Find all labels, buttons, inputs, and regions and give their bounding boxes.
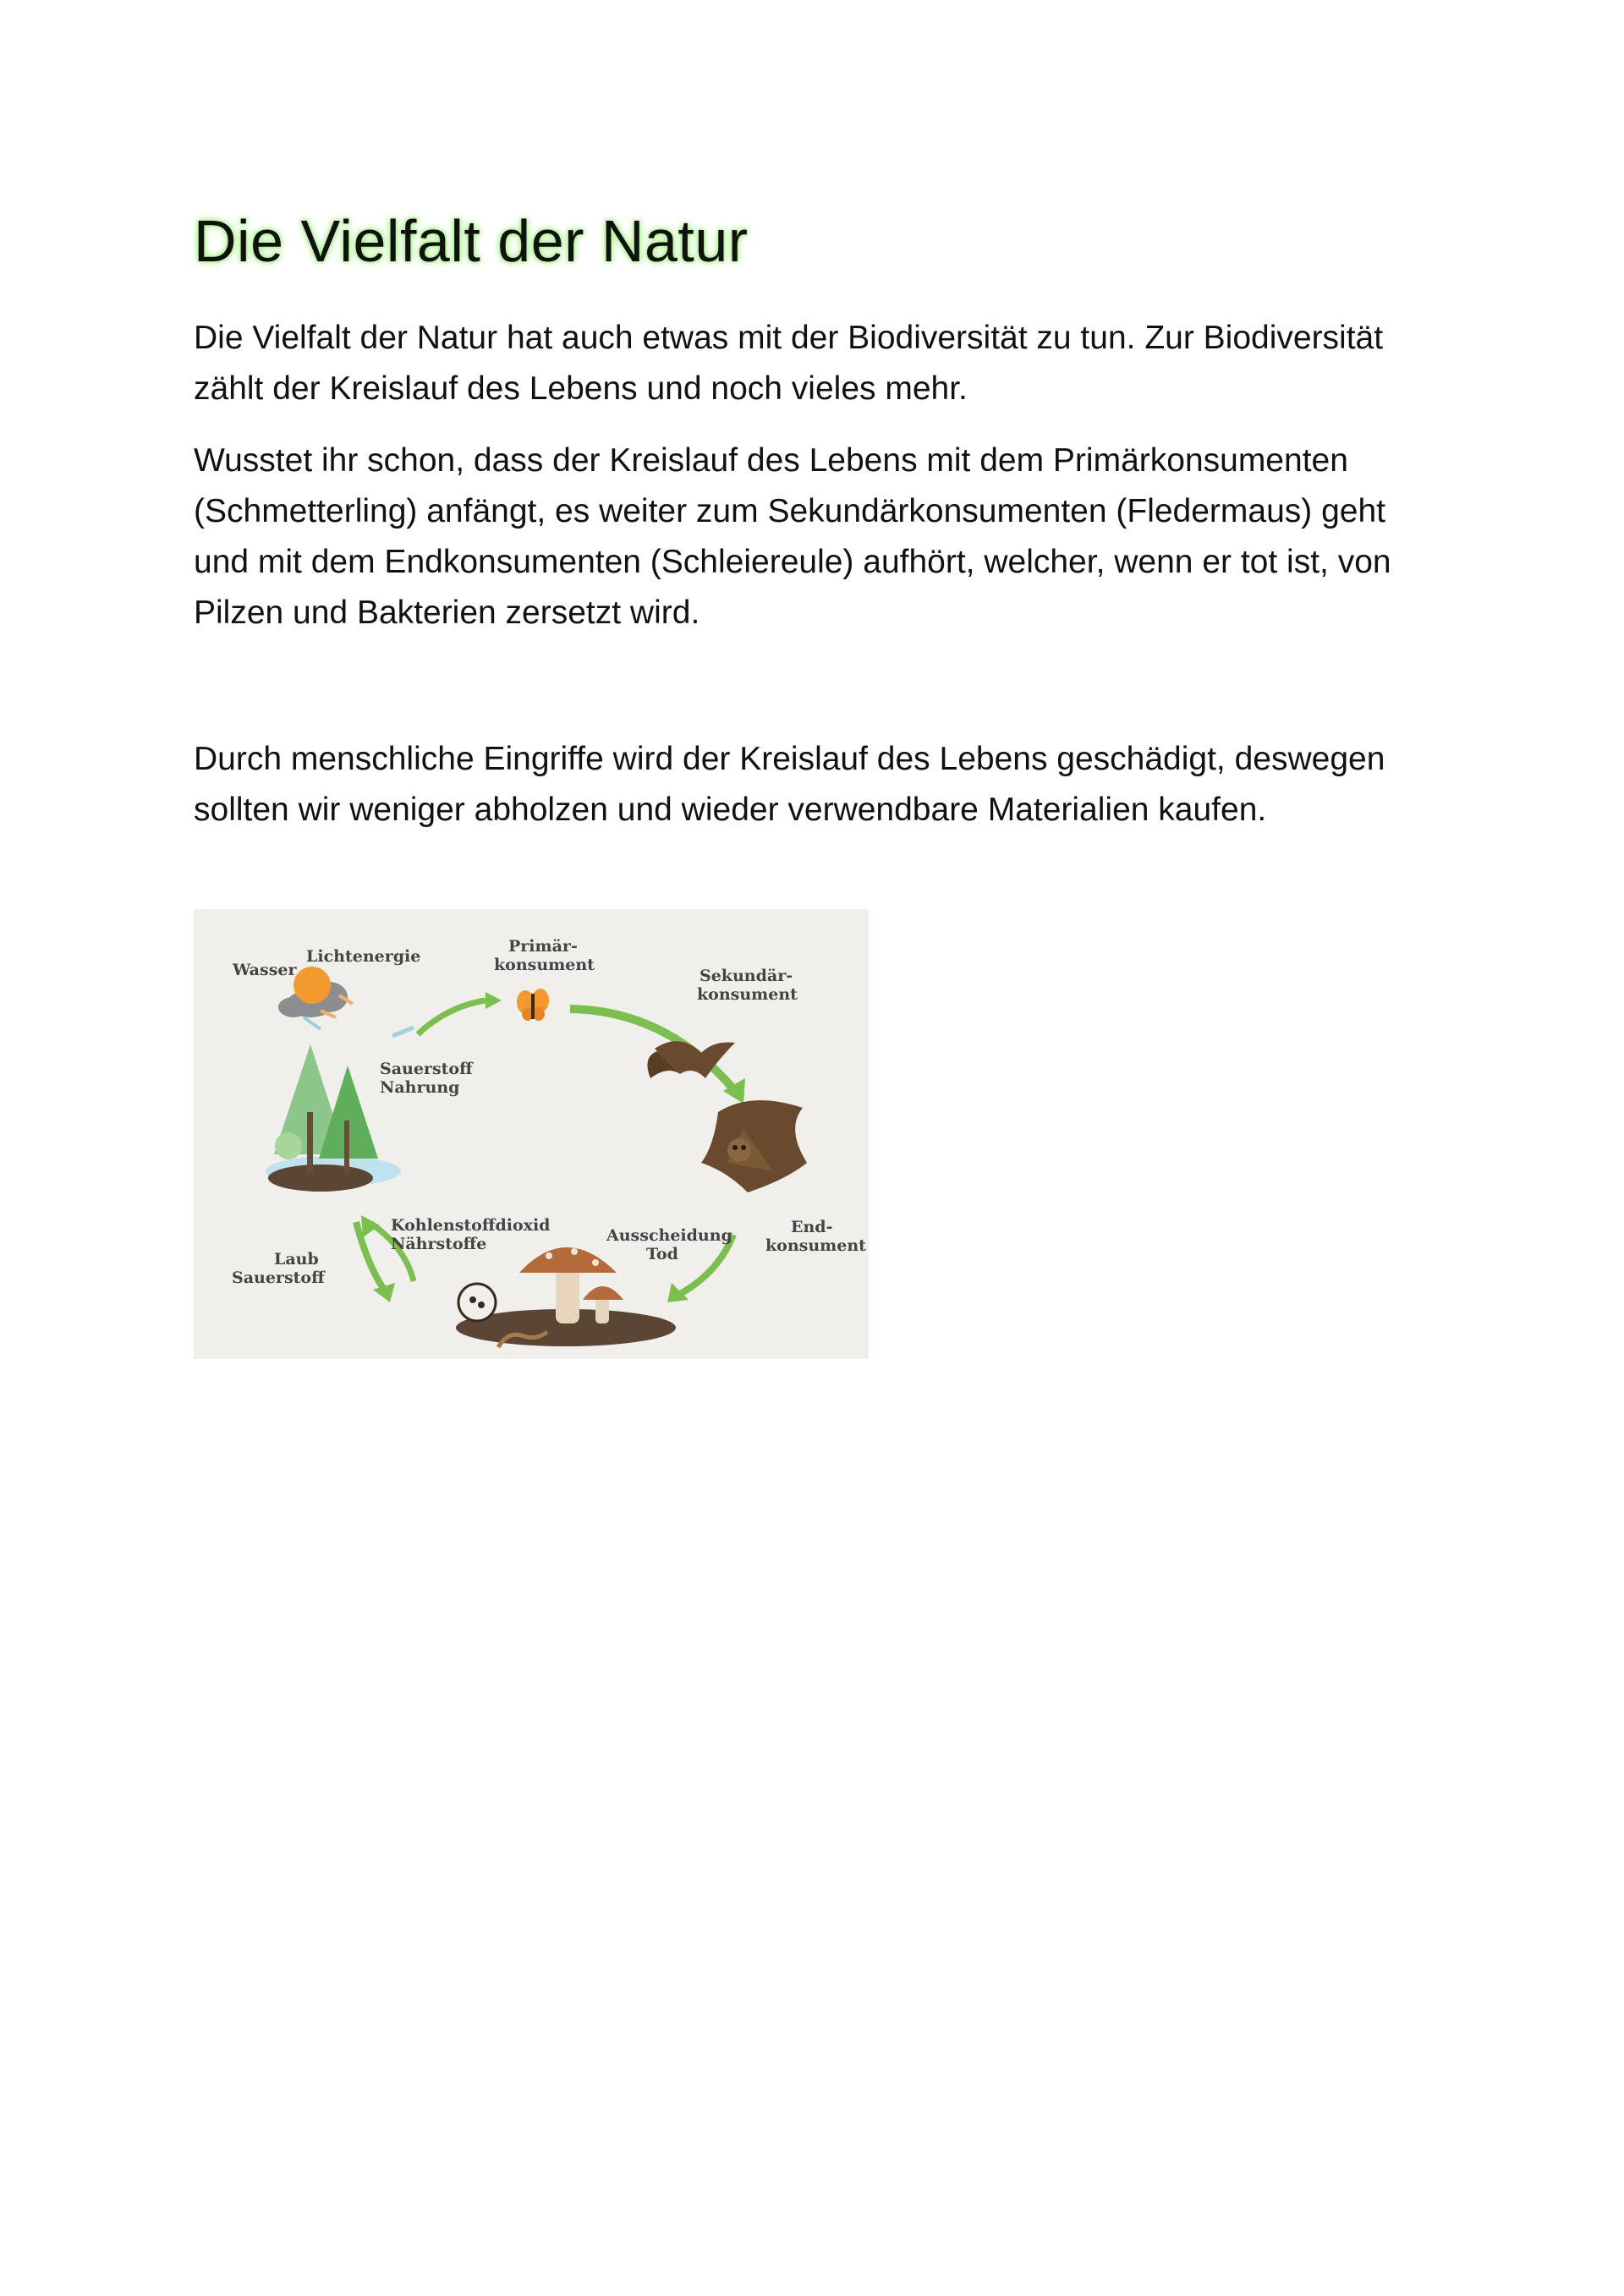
label-sauerstoff-2: Sauerstoff: [232, 1269, 325, 1287]
label-tod: Tod: [646, 1245, 678, 1263]
life-cycle-diagram: [194, 909, 869, 1359]
paragraph-life-cycle: Wusstet ihr schon, dass der Kreislauf des Lebens mit dem Primärkonsumenten (Schmetterling) anfängt, es weiter zum Sekundärkonsumenten (Fledermaus) geht und mit dem Endkonsumenten (Schleiereule) aufhört, welcher, wenn er tot ist, von Pilzen und Bakterien zersetzt wird.: [194, 442, 1391, 631]
label-nahrung: Nahrung: [380, 1078, 460, 1097]
label-sauerstoff: Sauerstoff: [380, 1060, 473, 1078]
label-end-2: konsument: [765, 1236, 866, 1255]
label-lichtenergie: Lichtenergie: [306, 947, 421, 966]
label-ausscheidung: Ausscheidung: [606, 1226, 732, 1245]
label-sekundaer-1: Sekundär-: [700, 967, 793, 985]
label-end-1: End-: [791, 1218, 833, 1236]
label-laub: Laub: [274, 1250, 319, 1269]
page-title: Die Vielfalt der Natur: [194, 208, 749, 274]
paragraph-biodiversity: Die Vielfalt der Natur hat auch etwas mit der Biodiversität zu tun. Zur Biodiversität zählt der Kreislauf des Lebens und noch vieles mehr.: [194, 320, 1384, 407]
label-primaer-2: konsument: [494, 956, 595, 974]
label-naehrstoffe: Nährstoffe: [391, 1235, 487, 1253]
label-kohlenstoffdioxid: Kohlenstoffdioxid: [391, 1216, 551, 1235]
label-primaer-1: Primär-: [508, 937, 578, 956]
label-wasser: Wasser: [233, 961, 297, 979]
label-sekundaer-2: konsument: [697, 985, 798, 1004]
sun-icon: [294, 967, 331, 1004]
paragraph-human-impact: Durch menschliche Eingriffe wird der Kreislauf des Lebens geschädigt, deswegen sollten wir weniger abholzen und wieder verwendbare Materialien kaufen.: [194, 741, 1385, 828]
